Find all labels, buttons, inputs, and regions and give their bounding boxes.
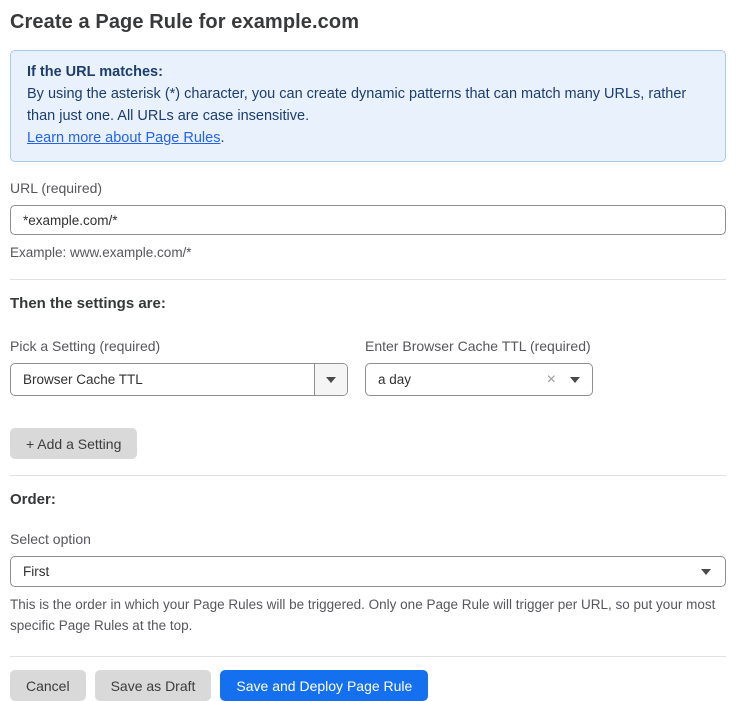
- url-field-label: URL (required): [10, 180, 103, 196]
- settings-row: [10, 338, 726, 396]
- link-period: .: [220, 130, 225, 146]
- footer-buttons: [10, 670, 726, 701]
- divider-settings-order: [10, 475, 726, 476]
- setting-picker-column: [10, 338, 348, 396]
- url-example-helper: Example: www.example.com/*: [10, 245, 192, 260]
- page-title: Create a Page Rule for example.com: [10, 11, 360, 33]
- ttl-picker-label: Enter Browser Cache TTL (required): [365, 338, 591, 354]
- settings-section-heading: Then the settings are:: [10, 295, 166, 312]
- divider-footer: [10, 656, 726, 657]
- url-input[interactable]: [10, 205, 726, 235]
- order-select[interactable]: [10, 556, 726, 587]
- info-box-link-line: [27, 127, 709, 149]
- divider-url-settings: [10, 279, 726, 280]
- setting-picker-select[interactable]: [10, 363, 348, 396]
- add-setting-wrap: [10, 428, 726, 459]
- order-helper-text: This is the order in which your Page Rules will be triggered. Only one Page Rule will trigger per URL, so put your most specific Page Rules at the top.: [10, 597, 716, 633]
- cancel-button[interactable]: Cancel: [10, 670, 86, 701]
- save-and-deploy-button[interactable]: Save and Deploy Page Rule: [220, 670, 428, 701]
- setting-picker-label: Pick a Setting (required): [10, 338, 161, 354]
- setting-picker-caret-section[interactable]: [314, 364, 347, 395]
- order-section-heading: Order:: [10, 491, 56, 508]
- add-setting-button[interactable]: + Add a Setting: [10, 428, 137, 459]
- info-box-heading: If the URL matches:: [27, 64, 163, 80]
- save-as-draft-button[interactable]: Save as Draft: [95, 670, 212, 701]
- learn-more-link[interactable]: Learn more about Page Rules: [27, 130, 221, 146]
- ttl-picker-column: [365, 338, 593, 396]
- chevron-down-icon: [326, 377, 336, 383]
- ttl-picker-combobox[interactable]: [365, 363, 593, 396]
- clear-icon[interactable]: ×: [546, 370, 556, 388]
- url-match-info-box: [10, 50, 726, 162]
- ttl-picker-icons: [547, 372, 592, 388]
- ttl-picker-value: a day: [378, 372, 412, 387]
- order-select-label: Select option: [10, 531, 91, 547]
- order-select-value: First: [23, 564, 50, 579]
- info-box-body: By using the asterisk (*) character, you can create dynamic patterns that can match many URLs, rather than just one. All URLs are case insensitive.: [27, 86, 687, 124]
- chevron-down-icon: [701, 569, 711, 575]
- chevron-down-icon[interactable]: [570, 377, 580, 383]
- setting-picker-value: Browser Cache TTL: [23, 372, 143, 387]
